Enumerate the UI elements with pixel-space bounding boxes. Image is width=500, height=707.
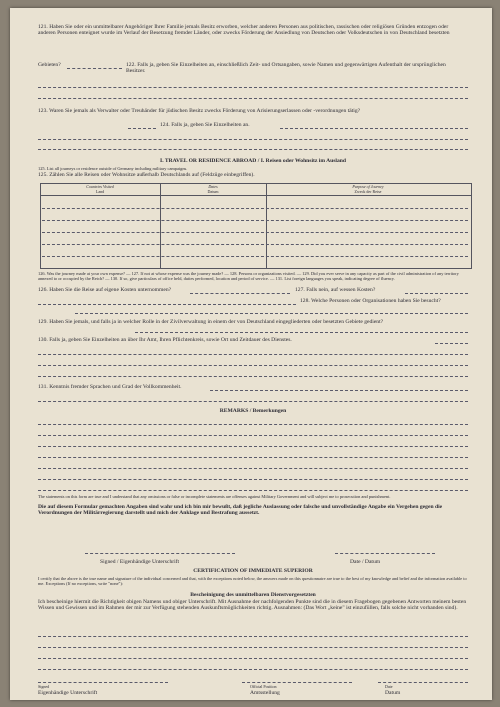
question-130: 130. Falls ja, geben Sie Einzelheiten an über Ihr Amt, Ihren Pflichtenkreis, sowie Ort und Zeitdauer des Dienstes. [38,337,292,343]
certification-english: I certify that the above is the true name and signature of the individual concerned and that, with the exceptions noted below, the answers made on this questionnaire are true to the best of my knowledge and belief and the information available to me. Exceptions (If no exceptions, write "none"): [38,576,467,586]
answer-line-131-1[interactable] [210,390,468,391]
official-position-line[interactable] [242,682,352,683]
remarks-line[interactable] [38,446,468,447]
remarks-line[interactable] [38,435,468,436]
section-title: I. TRAVEL OR RESIDENCE ABROAD / I. Reisen oder Wohnsitz im Ausland [160,158,346,164]
superior-date-line[interactable] [378,682,468,683]
column-header-zweck: Zweck der Reise [354,189,382,194]
answer-line-130-4[interactable] [38,376,468,377]
answer-line-122-2[interactable] [38,98,468,99]
remarks-line[interactable] [38,424,468,425]
table-row-line[interactable] [42,208,468,209]
table-row-line[interactable] [42,244,468,245]
answer-line-127[interactable] [405,293,468,294]
remarks-title: REMARKS / Bemerkungen [219,408,287,414]
table-row-line[interactable] [42,232,468,233]
exceptions-line[interactable] [38,658,468,659]
answer-line-123[interactable] [128,128,156,129]
question-124: 124. Falls ja, geben Sie Einzelheiten an. [160,122,250,128]
answer-line-126[interactable] [190,293,290,294]
column-header-land: Land [95,189,105,194]
question-123: 123. Waren Sie jemals als Verwalter oder Treuhänder für jüdischen Besitz zwecks Förderung von Arisierungserlassen oder -verordnungen tätig? [38,108,361,114]
answer-line-128[interactable] [75,313,468,314]
remarks-line[interactable] [38,457,468,458]
table-header-divider [40,195,471,196]
exceptions-line[interactable] [38,636,468,637]
question-127: 127. Falls nein, auf wessen Kosten? [295,287,376,293]
answer-line-130-1[interactable] [435,343,468,344]
footer-date-de: Datum [385,690,401,696]
question-121: 121. Haben Sie oder ein unmittelbarer Angehöriger Ihrer Familie jemals Besitz erworben, welcher anderen Personen aus politischen, rassischen oder religiösen Gründen entzogen oder anderen Personen enteignet wurde im Verlauf der Besetzung fremder Länder, oder zwecks Förderung der Ansiedlung von Deutschen oder Volksdeutschen in von Deutschland besetzten [38,24,450,37]
answer-line-121[interactable] [67,68,122,69]
statement-german: Die auf diesem Formular gemachten Angaben sind wahr und ich bin mir bewußt, daß jegliche Auslassung oder falsche und unvollständige Angabe ein Vergehen gegen die Verordnungen der Militärregierung darstellt und mich der Anklage und Bestrafung aussetzt. [38,504,443,517]
signed-label: Signed / Eigenhändige Unterschrift [100,559,180,565]
answer-line-122-1[interactable] [38,87,468,88]
answer-line-124-1[interactable] [280,128,468,129]
answer-line-124-2[interactable] [38,139,468,140]
question-129: 129. Haben Sie jemals, und falls ja in welcher Rolle in der Zivilverwaltung in einem der von Deutschland eingegliederten oder besetzten Gebiete gedient? [38,319,384,325]
remarks-line[interactable] [38,490,468,491]
certification-german: Ich bescheinige hiermit die Richtigkeit obigen Namens und obiger Unterschrift. Mit Ausnahme der nachfolgenden Punkte sind die in diesem Fragebogen gegebenen Antworten meinem besten Wissen und Gewissen und im Rahmen der mir zur Verfügung stehenden Auskunftsmöglichkeiten richtig. Ausnahmen: (Das Wort „keine" ist einzufüllen, falls solche nicht vorhanden sind). [38,599,467,612]
table-row-line[interactable] [42,220,468,221]
signature-line[interactable] [85,553,235,554]
remarks-line[interactable] [38,468,468,469]
certification-german-title: Bescheinigung des unmittelbaren Dienstvorgesetzten [190,592,316,598]
questions-126-131-english: 126. Was the journey made at your own expense? — 127. If not at whose expense was the journey made? — 128. Persons or organizations visited. — 129. Did you ever serve in any capacity as part of the civil administration of any territory annexed to or occupied by the Reich? — 130. If so, give particulars of office held, duties performed, location and period of service. — 131. List foreign languages you speak, indicating degree of fluency. [38,271,459,281]
answer-line-130-3[interactable] [38,365,468,366]
questionnaire-page [10,8,492,700]
question-131: 131. Kenntnis fremder Sprachen und Grad der Vollkommenheit. [38,384,182,390]
column-header-datum: Datum [207,189,219,194]
question-126: 126. Haben Sie die Reise auf eigene Kosten unternommen? [38,287,172,293]
question-125-english: 125. List all journeys or residence outside of Germany including military campaigns. [38,166,188,171]
footer-position-de: Amtsstellung [250,690,280,696]
answer-line-130-2[interactable] [38,354,468,355]
answer-line-124-3[interactable] [38,149,468,150]
column-header-dates: Dates [208,184,218,189]
footer-signed-de: Eigenhändige Unterschrift [38,690,98,696]
exceptions-line[interactable] [38,647,468,648]
question-122: 122. Falls ja, geben Sie Einzelheiten an, einschließlich Zeit- und Ortsangaben, sowie Namen und gegenwärtigen Aufenthalt der ursprünglichen Besitzer. [126,62,446,75]
date-label: Date / Datum [350,559,381,565]
question-121-end: Gebieten? [38,62,61,68]
footer-position-en: Official Position [250,684,277,689]
table-row-line[interactable] [42,256,468,257]
superior-signature-line[interactable] [38,682,168,683]
exceptions-line[interactable] [38,669,468,670]
question-125: 125. Zählen Sie alle Reisen oder Wohnsitze außerhalb Deutschlands auf (Feldzüge einbegriffen). [38,172,255,178]
answer-line-131-2[interactable] [38,401,468,402]
statement-english: The statements on this form are true and I understand that any omissions or false or incomplete statements are offenses against Military Government and will subject me to prosecution and punishment. [38,494,391,499]
question-128: 128. Welche Personen oder Organisationen haben Sie besucht? [300,298,441,304]
certification-title: CERTIFICATION OF IMMEDIATE SUPERIOR [193,568,313,574]
date-line[interactable] [335,553,435,554]
answer-line-129[interactable] [135,332,468,333]
column-header-countries: Countries Visited [86,184,114,189]
column-header-purpose: Purpose of Journey [352,184,384,189]
footer-date-en: Date [385,684,393,689]
remarks-line[interactable] [38,479,468,480]
footer-signed-en: Signed [38,684,50,689]
